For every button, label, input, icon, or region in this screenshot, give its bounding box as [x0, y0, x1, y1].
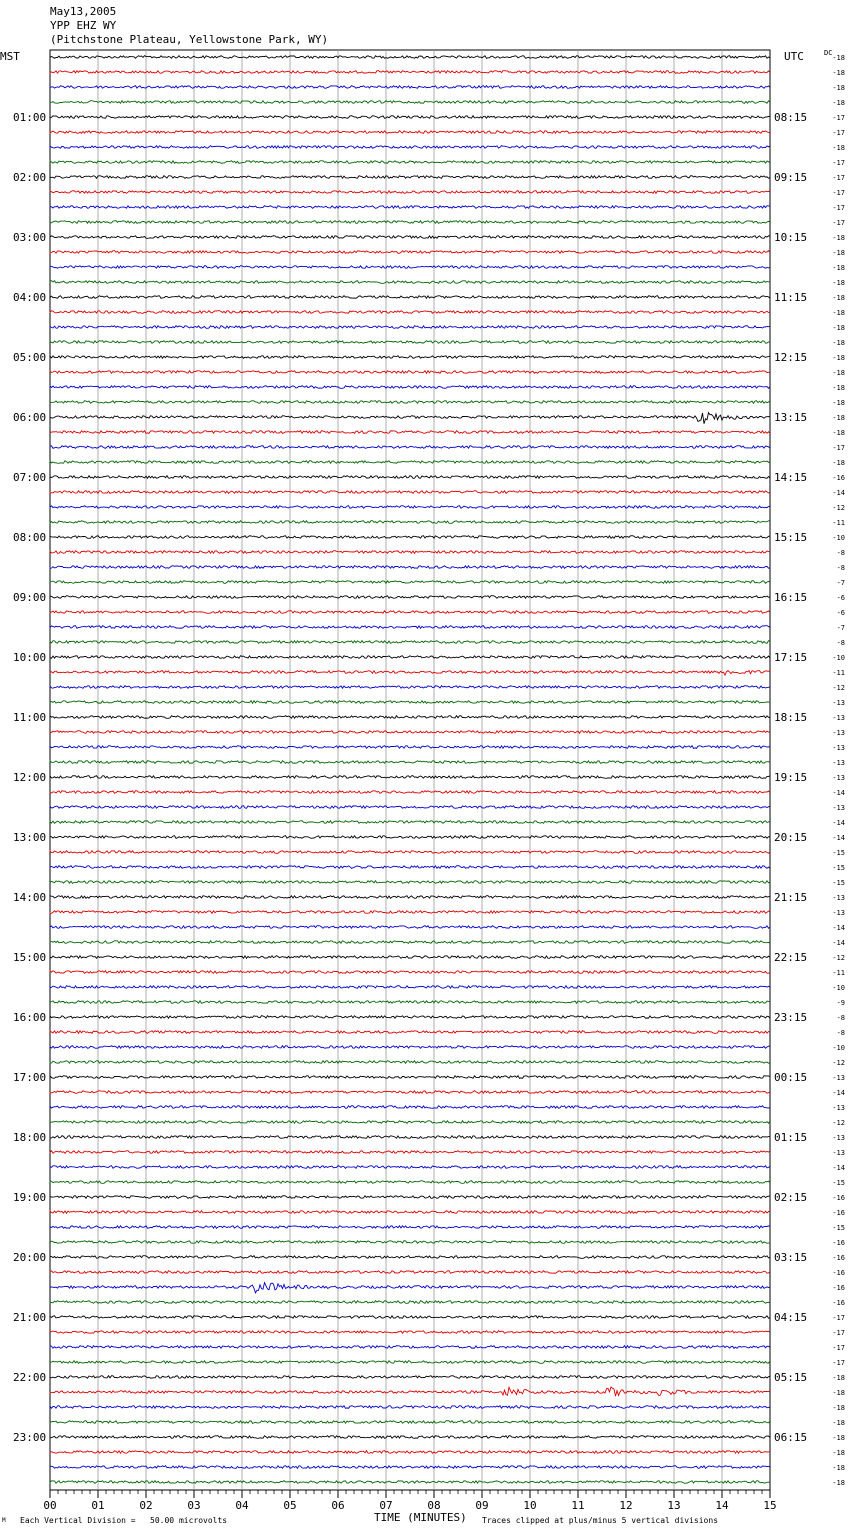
dc-offset-value: -18	[832, 339, 845, 347]
right-time-label: 04:15	[774, 1311, 808, 1324]
right-time-label: 01:15	[774, 1131, 808, 1144]
dc-offset-value: -13	[832, 699, 845, 707]
seismic-trace	[50, 1121, 770, 1124]
seismic-trace	[50, 1271, 770, 1274]
seismic-trace	[50, 1387, 770, 1396]
left-time-label: 06:00	[13, 411, 47, 424]
dc-offset-value: -17	[832, 114, 845, 122]
left-time-label: 18:00	[13, 1131, 47, 1144]
dc-offset-value: -11	[832, 969, 845, 977]
dc-offset-value: -13	[832, 1074, 845, 1082]
dc-offset-value: -18	[832, 384, 845, 392]
x-tick-label: 00	[43, 1499, 57, 1512]
left-time-label: 07:00	[13, 471, 47, 484]
x-tick-label: 01	[91, 1499, 105, 1512]
dc-offset-value: -17	[832, 1344, 845, 1352]
dc-offset-value: -13	[832, 714, 845, 722]
seismic-trace	[50, 176, 770, 179]
seismic-trace	[50, 191, 770, 194]
left-time-label: 03:00	[13, 231, 47, 244]
right-time-label: 14:15	[774, 471, 808, 484]
seismic-trace	[50, 296, 770, 299]
seismic-trace	[50, 776, 770, 779]
seismic-trace	[50, 1106, 770, 1109]
seismic-trace	[50, 1151, 770, 1154]
seismic-trace	[50, 1031, 770, 1034]
dc-offset-value: -11	[832, 669, 845, 677]
dc-offset-value: -10	[832, 654, 845, 662]
x-tick-label: 04	[235, 1499, 249, 1512]
dc-offset-value: -8	[836, 639, 845, 647]
left-time-label: 02:00	[13, 171, 47, 184]
dc-offset-value: -18	[832, 1449, 845, 1457]
seismic-trace	[50, 881, 770, 884]
dc-offset-value: -12	[832, 504, 845, 512]
dc-offset-value: -13	[832, 1134, 845, 1142]
seismic-trace	[50, 1136, 770, 1139]
seismic-trace	[50, 1046, 770, 1049]
right-time-label: 00:15	[774, 1071, 808, 1084]
seismic-trace	[50, 791, 770, 794]
dc-offset-value: -16	[832, 1269, 845, 1277]
dc-offset-value: -16	[832, 1209, 845, 1217]
dc-offset-value: -13	[832, 1104, 845, 1112]
dc-offset-value: -13	[832, 804, 845, 812]
seismic-trace	[50, 716, 770, 719]
station-code: YPP EHZ WY	[50, 19, 117, 32]
seismic-trace	[50, 1421, 770, 1424]
seismic-trace	[50, 206, 770, 209]
dc-offset-value: -18	[832, 249, 845, 257]
left-time-label: 21:00	[13, 1311, 47, 1324]
left-time-label: 15:00	[13, 951, 47, 964]
dc-offset-value: -11	[832, 519, 845, 527]
left-time-label: 19:00	[13, 1191, 47, 1204]
right-time-label: 22:15	[774, 951, 808, 964]
x-tick-label: 14	[715, 1499, 729, 1512]
left-time-label: 23:00	[13, 1431, 47, 1444]
dc-offset-value: -16	[832, 1239, 845, 1247]
dc-offset-value: -18	[832, 369, 845, 377]
right-time-label: 09:15	[774, 171, 808, 184]
dc-offset-value: -18	[832, 459, 845, 467]
seismic-trace	[50, 236, 770, 239]
seismic-trace	[50, 131, 770, 134]
seismic-trace	[50, 746, 770, 749]
seismic-trace	[50, 1181, 770, 1184]
seismic-trace	[50, 806, 770, 809]
dc-offset-value: -16	[832, 1299, 845, 1307]
left-time-label: 20:00	[13, 1251, 47, 1264]
dc-offset-value: -13	[832, 909, 845, 917]
dc-offset-value: -12	[832, 684, 845, 692]
seismic-trace	[50, 536, 770, 539]
dc-offset-value: -8	[836, 564, 845, 572]
dc-offset-value: -18	[832, 1374, 845, 1382]
seismic-trace	[50, 413, 770, 424]
seismic-trace	[50, 671, 770, 676]
seismic-trace	[50, 851, 770, 854]
left-time-label: 16:00	[13, 1011, 47, 1024]
seismic-trace	[50, 281, 770, 284]
dc-offset-value: -18	[832, 84, 845, 92]
clip-note: Traces clipped at plus/minus 5 vertical divisions	[482, 1516, 719, 1525]
seismic-trace	[50, 1301, 770, 1304]
x-tick-label: 02	[139, 1499, 153, 1512]
seismic-trace	[50, 581, 770, 584]
dc-offset-value: -16	[832, 1254, 845, 1262]
seismic-trace	[50, 836, 770, 839]
dc-offset-value: -16	[832, 1284, 845, 1292]
seismic-trace	[50, 1436, 770, 1439]
dc-offset-value: -15	[832, 1179, 845, 1187]
seismic-trace	[50, 1376, 770, 1379]
seismic-trace	[50, 551, 770, 554]
seismic-trace	[50, 1001, 770, 1004]
left-time-label: 09:00	[13, 591, 47, 604]
dc-offset-value: -13	[832, 744, 845, 752]
right-time-label: 05:15	[774, 1371, 808, 1384]
right-time-label: 20:15	[774, 831, 808, 844]
seismic-trace	[50, 911, 770, 914]
seismic-trace	[50, 1451, 770, 1454]
right-time-label: 15:15	[774, 531, 808, 544]
seismic-trace	[50, 266, 770, 269]
seismic-trace	[50, 686, 770, 689]
seismic-trace	[50, 371, 770, 374]
left-time-label: 05:00	[13, 351, 47, 364]
seismic-trace	[50, 86, 770, 89]
dc-offset-value: -14	[832, 819, 845, 827]
seismic-trace	[50, 506, 770, 509]
dc-offset-value: -18	[832, 309, 845, 317]
seismic-trace	[50, 116, 770, 119]
dc-offset-value: -16	[832, 474, 845, 482]
dc-offset-value: -15	[832, 879, 845, 887]
dc-offset-value: -13	[832, 774, 845, 782]
dc-offset-value: -17	[832, 129, 845, 137]
dc-offset-value: -18	[832, 234, 845, 242]
dc-offset-value: -18	[832, 1389, 845, 1397]
seismic-trace	[50, 1061, 770, 1064]
seismic-trace	[50, 431, 770, 434]
left-time-label: 11:00	[13, 711, 47, 724]
dc-offset-value: -17	[832, 1359, 845, 1367]
dc-offset-value: -18	[832, 414, 845, 422]
right-time-label: 16:15	[774, 591, 808, 604]
station-location: (Pitchstone Plateau, Yellowstone Park, WY)	[50, 33, 329, 46]
dc-offset-value: -12	[832, 1119, 845, 1127]
dc-offset-value: -6	[836, 594, 845, 602]
dc-offset-value: -7	[836, 579, 845, 587]
record-date: May13,2005	[50, 5, 117, 18]
dc-offset-value: -7	[836, 624, 845, 632]
x-tick-label: 09	[475, 1499, 489, 1512]
left-time-label: 17:00	[13, 1071, 47, 1084]
seismic-trace	[50, 401, 770, 404]
right-time-label: 21:15	[774, 891, 808, 904]
scale-note: Each Vertical Division = 50.00 microvolts	[20, 1516, 228, 1525]
dc-offset-value: -10	[832, 534, 845, 542]
dc-offset-value: -14	[832, 789, 845, 797]
dc-offset-value: -18	[832, 54, 845, 62]
dc-offset-value: -18	[832, 1464, 845, 1472]
seismic-trace	[50, 476, 770, 479]
dc-offset-value: -15	[832, 1224, 845, 1232]
dc-offset-value: -12	[832, 1059, 845, 1067]
seismic-trace	[50, 971, 770, 974]
x-tick-label: 05	[283, 1499, 297, 1512]
seismic-trace	[50, 521, 770, 524]
left-time-label: 13:00	[13, 831, 47, 844]
right-time-label: 23:15	[774, 1011, 808, 1024]
right-time-label: 13:15	[774, 411, 808, 424]
seismic-trace	[50, 1481, 770, 1484]
dc-offset-value: -17	[832, 1329, 845, 1337]
dc-offset-value: -17	[832, 174, 845, 182]
dc-offset-value: -8	[836, 1029, 845, 1037]
seismic-trace	[50, 566, 770, 569]
dc-offset-value: -14	[832, 1164, 845, 1172]
dc-offset-value: -14	[832, 939, 845, 947]
dc-offset-value: -13	[832, 729, 845, 737]
dc-offset-value: -10	[832, 1044, 845, 1052]
seismic-trace	[50, 101, 770, 104]
dc-offset-value: -18	[832, 1404, 845, 1412]
dc-offset-value: -18	[832, 1419, 845, 1427]
dc-offset-value: -15	[832, 864, 845, 872]
right-time-label: 06:15	[774, 1431, 808, 1444]
seismic-trace	[50, 71, 770, 74]
seismic-trace	[50, 611, 770, 614]
dc-offset-value: -6	[836, 609, 845, 617]
seismic-trace	[50, 221, 770, 224]
left-time-label: 10:00	[13, 651, 47, 664]
seismic-trace	[50, 1226, 770, 1229]
x-tick-label: 11	[571, 1499, 585, 1512]
dc-offset-value: -9	[836, 999, 845, 1007]
left-time-label: 08:00	[13, 531, 47, 544]
seismic-trace	[50, 1166, 770, 1169]
seismic-trace	[50, 866, 770, 869]
dc-offset-value: -18	[832, 264, 845, 272]
seismic-trace	[50, 1241, 770, 1244]
seismic-trace	[50, 146, 770, 149]
dc-offset-value: -14	[832, 1089, 845, 1097]
seismic-trace	[50, 1076, 770, 1079]
seismic-trace	[50, 731, 770, 734]
seismic-trace	[50, 626, 770, 629]
seismic-trace	[50, 656, 770, 659]
right-time-label: 18:15	[774, 711, 808, 724]
dc-offset-value: -17	[832, 444, 845, 452]
x-tick-label: 13	[667, 1499, 681, 1512]
seismic-trace	[50, 761, 770, 764]
left-time-label: 14:00	[13, 891, 47, 904]
dc-offset-value: -18	[832, 1479, 845, 1487]
seismic-trace	[50, 1316, 770, 1319]
dc-offset-value: -18	[832, 1434, 845, 1442]
right-time-label: 02:15	[774, 1191, 808, 1204]
seismic-trace	[50, 56, 770, 59]
seismic-trace	[50, 701, 770, 704]
seismic-trace	[50, 896, 770, 899]
right-time-label: 12:15	[774, 351, 808, 364]
dc-offset-value: -14	[832, 924, 845, 932]
dc-offset-value: -14	[832, 834, 845, 842]
seismic-trace	[50, 251, 770, 254]
dc-offset-value: -18	[832, 294, 845, 302]
right-time-label: 08:15	[774, 111, 808, 124]
dc-offset-value: -14	[832, 489, 845, 497]
dc-offset-value: -18	[832, 69, 845, 77]
left-time-label: 01:00	[13, 111, 47, 124]
seismic-trace	[50, 491, 770, 494]
seismic-trace	[50, 956, 770, 959]
seismic-trace	[50, 446, 770, 449]
x-axis-label: TIME (MINUTES)	[374, 1511, 467, 1524]
left-time-label: 22:00	[13, 1371, 47, 1384]
dc-label: DC	[824, 49, 833, 57]
left-time-label: 12:00	[13, 771, 47, 784]
seismic-trace	[50, 341, 770, 344]
dc-offset-value: -18	[832, 354, 845, 362]
x-tick-label: 10	[523, 1499, 537, 1512]
dc-offset-value: -18	[832, 324, 845, 332]
seismic-trace	[50, 311, 770, 314]
dc-offset-value: -18	[832, 144, 845, 152]
seismic-trace	[50, 161, 770, 164]
dc-offset-value: -18	[832, 429, 845, 437]
dc-offset-value: -13	[832, 1149, 845, 1157]
x-tick-label: 15	[763, 1499, 777, 1512]
right-timezone-label: UTC	[784, 50, 804, 63]
footer-mark: M	[2, 1517, 6, 1524]
dc-offset-value: -8	[836, 1014, 845, 1022]
x-tick-label: 06	[331, 1499, 345, 1512]
right-time-label: 03:15	[774, 1251, 808, 1264]
dc-offset-value: -12	[832, 954, 845, 962]
seismic-trace	[50, 1196, 770, 1199]
x-tick-label: 03	[187, 1499, 201, 1512]
right-time-label: 19:15	[774, 771, 808, 784]
seismic-trace	[50, 986, 770, 989]
seismic-trace	[50, 1016, 770, 1019]
right-time-label: 11:15	[774, 291, 808, 304]
x-tick-label: 12	[619, 1499, 633, 1512]
seismic-trace	[50, 461, 770, 464]
seismic-trace	[50, 356, 770, 359]
seismic-trace	[50, 941, 770, 944]
right-time-label: 10:15	[774, 231, 808, 244]
seismic-trace	[50, 1331, 770, 1334]
seismic-trace	[50, 1091, 770, 1094]
dc-offset-value: -18	[832, 399, 845, 407]
x-tick-label: 08	[427, 1499, 441, 1512]
dc-offset-value: -13	[832, 894, 845, 902]
x-tick-label: 07	[379, 1499, 393, 1512]
seismic-trace	[50, 1346, 770, 1349]
dc-offset-value: -17	[832, 219, 845, 227]
dc-offset-value: -17	[832, 159, 845, 167]
seismic-trace	[50, 1256, 770, 1259]
dc-offset-value: -17	[832, 204, 845, 212]
left-time-label: 04:00	[13, 291, 47, 304]
dc-offset-value: -15	[832, 849, 845, 857]
seismic-trace	[50, 326, 770, 329]
seismic-trace	[50, 1211, 770, 1214]
seismic-trace	[50, 1283, 770, 1293]
dc-offset-value: -13	[832, 759, 845, 767]
seismic-trace	[50, 1361, 770, 1364]
dc-offset-value: -16	[832, 1194, 845, 1202]
dc-offset-value: -18	[832, 99, 845, 107]
seismic-trace	[50, 386, 770, 389]
seismic-trace	[50, 596, 770, 599]
seismic-trace	[50, 821, 770, 824]
seismic-trace	[50, 926, 770, 929]
seismic-trace	[50, 641, 770, 644]
dc-offset-value: -8	[836, 549, 845, 557]
dc-offset-value: -18	[832, 279, 845, 287]
dc-offset-value: -17	[832, 189, 845, 197]
left-timezone-label: MST	[0, 50, 20, 63]
dc-offset-value: -17	[832, 1314, 845, 1322]
seismic-trace	[50, 1406, 770, 1409]
seismic-trace	[50, 1466, 770, 1469]
right-time-label: 17:15	[774, 651, 808, 664]
dc-offset-value: -10	[832, 984, 845, 992]
